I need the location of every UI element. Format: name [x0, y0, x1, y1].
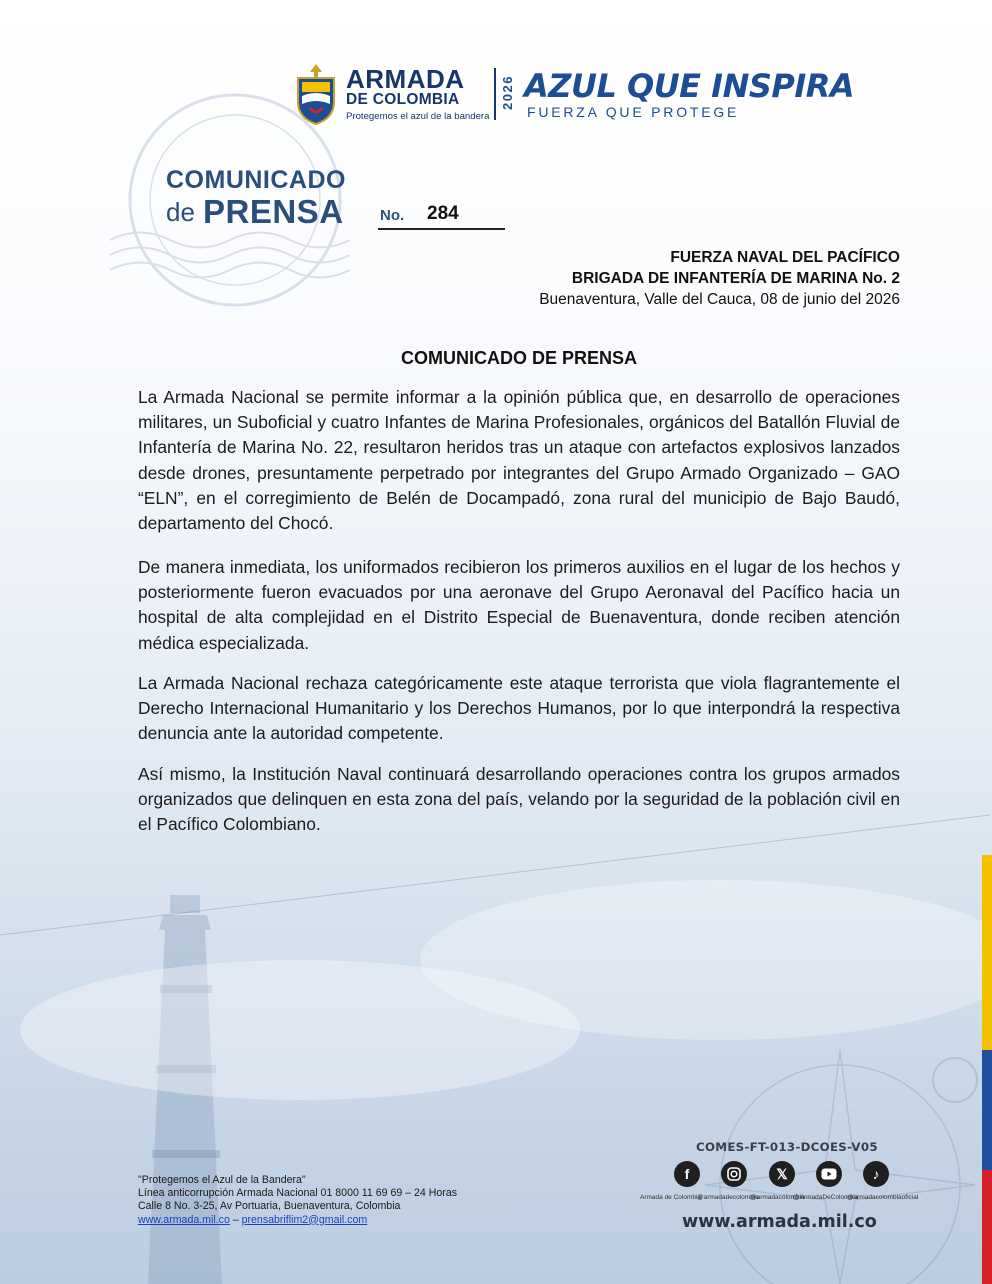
x-twitter-icon[interactable]: 𝕏 — [769, 1161, 795, 1187]
tiktok-icon[interactable]: ♪ — [863, 1161, 889, 1187]
press-number-underline — [378, 228, 505, 230]
footer-link-separator: – — [229, 1213, 242, 1226]
footer-address: Calle 8 No. 3-25, Av Portuaria, Buenaventura, Colombia — [138, 1200, 401, 1213]
instagram-icon[interactable] — [721, 1161, 747, 1187]
logo-armada: ARMADA — [346, 64, 465, 94]
document-title: COMUNICADO DE PRENSA — [400, 348, 637, 368]
flag-strip-blue — [982, 1050, 992, 1170]
armada-shield-logo — [292, 62, 340, 126]
handle-instagram: @armadadecolombia — [697, 1194, 759, 1201]
flag-strip-yellow — [982, 855, 992, 1050]
handle-youtube: @ArmadaDeColombia — [793, 1194, 859, 1201]
campaign-subtitle: FUERZA QUE PROTEGE — [527, 104, 740, 120]
paragraph-2: De manera inmediata, los uniformados recibieron los primeros auxilios en el lugar de los hechos y posteriormente fueron evacuados por una aeronave del Grupo Aeronaval del Pacífico hacia un hospital de alta complejidad en el Distrito Especial de Buenaventura, donde reciben atención médica especializada. — [138, 557, 900, 653]
compass-rose-icon — [705, 1050, 977, 1284]
handle-x: @armadacolombia — [750, 1194, 805, 1201]
handle-facebook: Armada de Colombia — [640, 1194, 702, 1201]
paragraph-3: La Armada Nacional rechaza categóricamente este ataque terrorista que viola flagrantemente el Derecho Internacional Humanitario y los Derechos Humanos, por lo que interpondrá la respectiva denuncia ante la autoridad competente. — [138, 673, 900, 744]
footer-website-link[interactable]: www.armada.mil.co — [138, 1213, 230, 1226]
logo-tagline: Protegemos el azul de la bandera — [346, 111, 490, 122]
issuer-unit: FUERZA NAVAL DEL PACÍFICO — [670, 249, 900, 266]
logo-divider — [494, 68, 496, 120]
anchor-shield-icon — [292, 62, 340, 126]
paragraph-4: Así mismo, la Institución Naval continuará desarrollando operaciones contra los grupos armados organizados que delinquen en esta zona del país, velando por la seguridad de la población civil en el Pacífico Colombiano. — [138, 764, 900, 835]
footer-motto: "Protegemos el Azul de la Bandera" — [138, 1174, 306, 1186]
facebook-icon[interactable]: f — [674, 1161, 700, 1187]
paragraph-1: La Armada Nacional se permite informar a la opinión pública que, en desarrollo de operaciones militares, un Suboficial y cuatro Infantes de Marina Profesionales, orgánicos del Batallón Fluvial de Infantería de Marina No. 22, resultaron heridos tras un ataque con artefactos explosivos lanzados desde drones, presuntamente perpetrado por integrantes del Grupo Armado Organizado – GAO “ELN”, en el corregimiento de Belén de Docampadó, zona rural del municipio de Bajo Baudó, departamento del Chocó. — [138, 387, 900, 534]
press-number-label: No. — [380, 207, 405, 224]
issuer-block — [400, 247, 900, 310]
footer-website[interactable]: www.armada.mil.co — [682, 1212, 877, 1232]
youtube-icon[interactable] — [816, 1161, 842, 1187]
footer-contact — [138, 1174, 558, 1227]
press-label-comunicado: COMUNICADO — [166, 166, 346, 194]
footer-hotline: Línea anticorrupción Armada Nacional 01 8000 11 69 69 – 24 Horas — [138, 1187, 458, 1200]
issuer-brigade: BRIGADA DE INFANTERÍA DE MARINA No. 2 — [571, 270, 900, 287]
footer-links — [138, 1214, 558, 1227]
form-code: COMES-FT-013-DCOES-V05 — [696, 1140, 878, 1154]
campaign-title: AZUL QUE INSPIRA — [524, 67, 855, 105]
press-number: 284 — [427, 203, 459, 224]
flag-strip-red — [982, 1170, 992, 1284]
campaign-year: 2026 — [500, 75, 515, 110]
footer-email-link[interactable]: prensabriflim2@gmail.com — [241, 1213, 368, 1226]
logo-de-colombia: DE COLOMBIA — [346, 91, 460, 108]
issuer-place-date: Buenaventura, Valle del Cauca, 08 de junio del 2026 — [539, 291, 900, 308]
press-label-de: de — [166, 197, 195, 227]
handle-tiktok: @armadacolombiaoficial — [847, 1194, 919, 1201]
press-label-prensa: PRENSA — [203, 193, 344, 230]
